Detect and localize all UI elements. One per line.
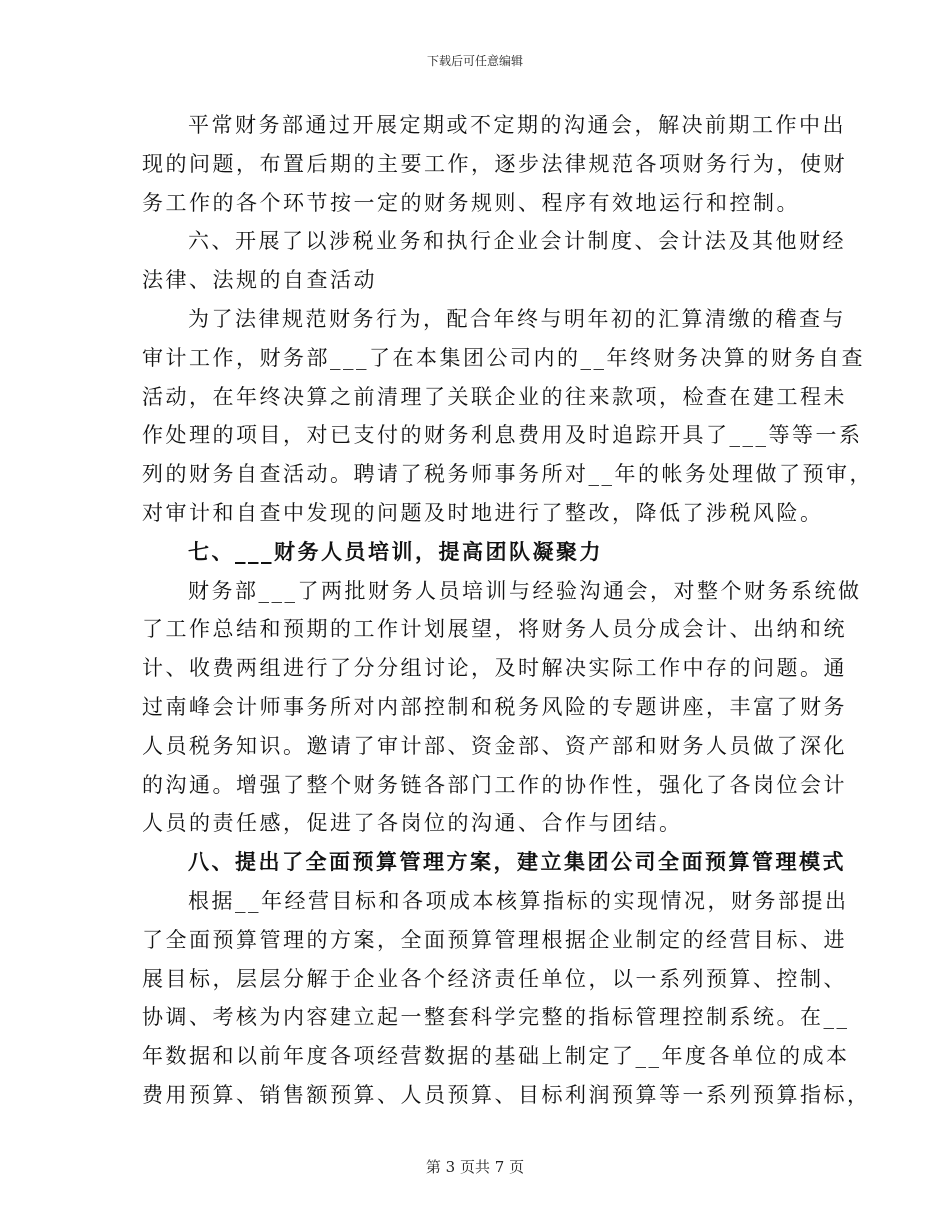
text-line: 务工作的各个环节按一定的财务规则、程序有效地运行和控制。 [142,190,800,215]
text-line: 费用预算、销售额预算、人员预算、目标利润预算等一系列预算指标， [142,1082,871,1107]
text-line: 过南峰会计师事务所对内部控制和税务风险的专题讲座，丰富了财务 [142,694,847,719]
page-footer: 第 3 页共 7 页 [425,1158,525,1176]
text-line: 了工作总结和预期的工作计划展望，将财务人员分成会计、出纳和统 [142,617,847,642]
section-heading-7: 七、___财务人员培训，提高团队凝聚力 [188,538,603,564]
section-heading-6-cont: 法律、法规的自查活动 [142,268,377,293]
text-line: 列的财务自查活动。聘请了税务师事务所对__年的帐务处理做了预审， [142,462,873,487]
text-line: 财务部___了两批财务人员培训与经验沟通会，对整个财务系统做 [188,578,862,603]
text-line: 现的问题，布置后期的主要工作，逐步法律规范各项财务行为，使财 [142,151,847,176]
text-line: 作处理的项目，对已支付的财务利息费用及时追踪开具了___等等一系 [142,423,863,448]
text-line: 了全面预算管理的方案，全面预算管理根据企业制定的经营目标、进 [142,927,847,952]
text-line: 协调、考核为内容建立起一整套科学完整的指标管理控制系统。在__ [142,1005,850,1030]
page-header: 下载后可任意编辑 [426,54,523,68]
text-line: 根据__年经营目标和各项成本核算指标的实现情况，财务部提出 [188,888,849,913]
text-line: 为了法律规范财务行为，配合年终与明年初的汇算清缴的稽查与 [188,306,846,331]
text-line: 年数据和以前年度各项经营数据的基础上制定了__年度各单位的成本 [142,1044,850,1069]
text-line: 计、收费两组进行了分分组讨论，及时解决实际工作中存的问题。通 [142,656,847,681]
section-heading-6: 六、开展了以涉税业务和执行企业会计制度、会计法及其他财经 [188,229,846,254]
document-body [142,106,873,1115]
text-line: 审计工作，财务部___了在本集团公司内的__年终财务决算的财务自查 [142,345,865,370]
text-line: 人员税务知识。邀请了审计部、资金部、资产部和财务人员做了深化 [142,733,847,758]
section-heading-8: 八、提出了全面预算管理方案，建立集团公司全面预算管理模式 [188,849,846,875]
text-line: 人员的责任感，促进了各岗位的沟通、合作与团结。 [142,811,683,836]
text-line: 对审计和自查中发现的问题及时地进行了整改，降低了涉税风险。 [142,500,824,525]
text-line: 平常财务部通过开展定期或不定期的沟通会，解决前期工作中出 [188,113,846,137]
text-line: 展目标，层层分解于企业各个经济责任单位，以一系列预算、控制、 [142,966,847,991]
text-line: 的沟通。增强了整个财务链各部门工作的协作性，强化了各岗位会计 [142,772,847,797]
text-line: 活动，在年终决算之前清理了关联企业的往来款项，检查在建工程未 [142,384,847,409]
